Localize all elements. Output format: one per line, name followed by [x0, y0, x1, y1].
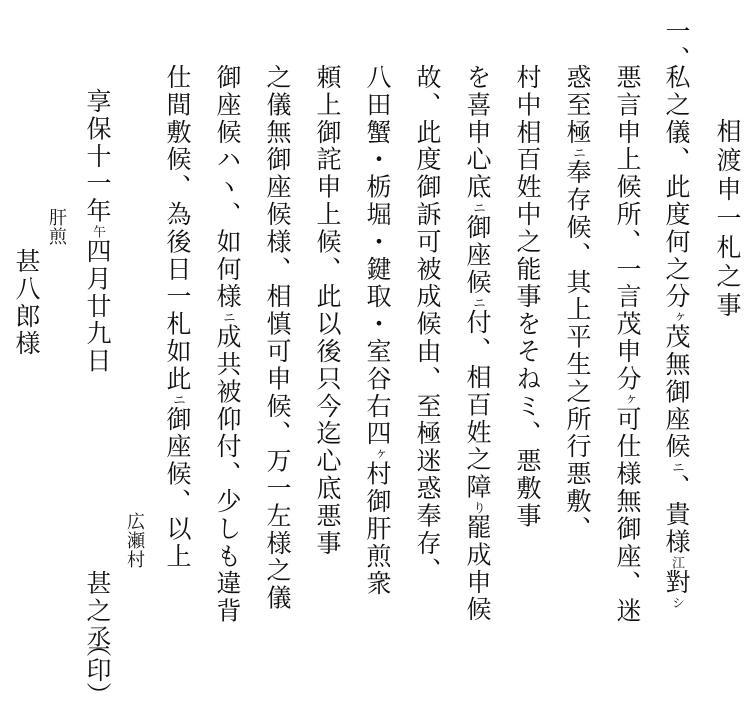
body-line-6	[413, 64, 441, 585]
small-kana: ニ	[220, 310, 235, 324]
small-kana: ヶ	[370, 447, 385, 461]
text-run: 可仕様無御座、迷	[613, 405, 642, 626]
document-title: 相渡申一札之事	[713, 118, 742, 321]
body-line-11	[163, 64, 191, 570]
body-line-7	[363, 64, 391, 598]
body-line-2	[613, 64, 641, 625]
body-line-4	[513, 64, 541, 530]
text-run: 悪言申上候所、一言茂申分	[613, 64, 642, 393]
body-line-8	[313, 64, 341, 557]
text-run: 罷成申候	[463, 514, 492, 624]
text-run: 茂無御座候	[662, 323, 691, 461]
date-line	[83, 88, 111, 375]
text-run: 故、此度御訴可被成候由、至極迷惑奉存、	[413, 64, 442, 585]
text-run: 村中相百姓中之能事をそねミ、悪敷事	[513, 64, 542, 530]
text-run: 四月廿九日	[83, 238, 112, 375]
body-line-3	[563, 64, 591, 543]
text-run: 御座候	[463, 214, 492, 297]
text-run: 八田蟹・栃堀・鍵取・室谷右四	[363, 64, 392, 448]
text-run: 仕間敷候、為後日一札如此	[163, 64, 192, 393]
small-kana: 江	[669, 555, 684, 569]
small-kana: ニ	[470, 201, 485, 214]
text-run: 付、相百姓之障	[463, 309, 492, 502]
signer-name: 甚之丞	[83, 570, 112, 653]
body-line-1	[662, 64, 690, 609]
village-name: 広瀬村	[124, 512, 145, 569]
text-run: 御座候ハヽ、如何様	[213, 64, 242, 311]
body-line-10	[213, 64, 241, 625]
text-run: 惑至極	[563, 64, 592, 147]
seal-mark: （印）	[83, 632, 112, 707]
body-line-9	[263, 64, 291, 612]
text-run: 村御肝煎衆	[363, 460, 392, 598]
text-run: 、貴様	[662, 473, 691, 556]
text-run: 私之儀、此度何之分	[662, 64, 691, 311]
small-kana: ヶ	[620, 392, 635, 406]
body-line-5	[463, 64, 491, 624]
text-run: を喜申心底	[463, 64, 492, 201]
text-run: 之儀無御座候様、相慎可申候、万一左様之儀	[263, 64, 292, 612]
text-run: 御座候、以上	[163, 405, 192, 571]
small-kana: ニ	[170, 392, 185, 406]
small-kana: ニ	[669, 460, 684, 474]
small-kana: ニ	[470, 296, 485, 310]
text-run: 頼上御詫申上候、此以後只今迄心底悪事	[313, 64, 342, 558]
addressee-title: 肝煎	[46, 208, 67, 246]
small-kana: 午	[90, 225, 105, 238]
small-kana: り	[470, 501, 485, 515]
small-kana: ヶ	[669, 310, 684, 324]
text-run: 享保十一年	[83, 88, 112, 225]
text-run: 成共被仰付、少しも違背	[213, 323, 242, 626]
small-kana: シ	[669, 596, 684, 610]
addressee-name: 甚八郎様	[12, 248, 41, 358]
small-kana: ニ	[570, 146, 585, 160]
text-run: 對	[662, 568, 691, 597]
item-mark: 一、	[662, 18, 691, 73]
text-run: 奉存候、其上平生之所行悪敷、	[563, 159, 592, 543]
